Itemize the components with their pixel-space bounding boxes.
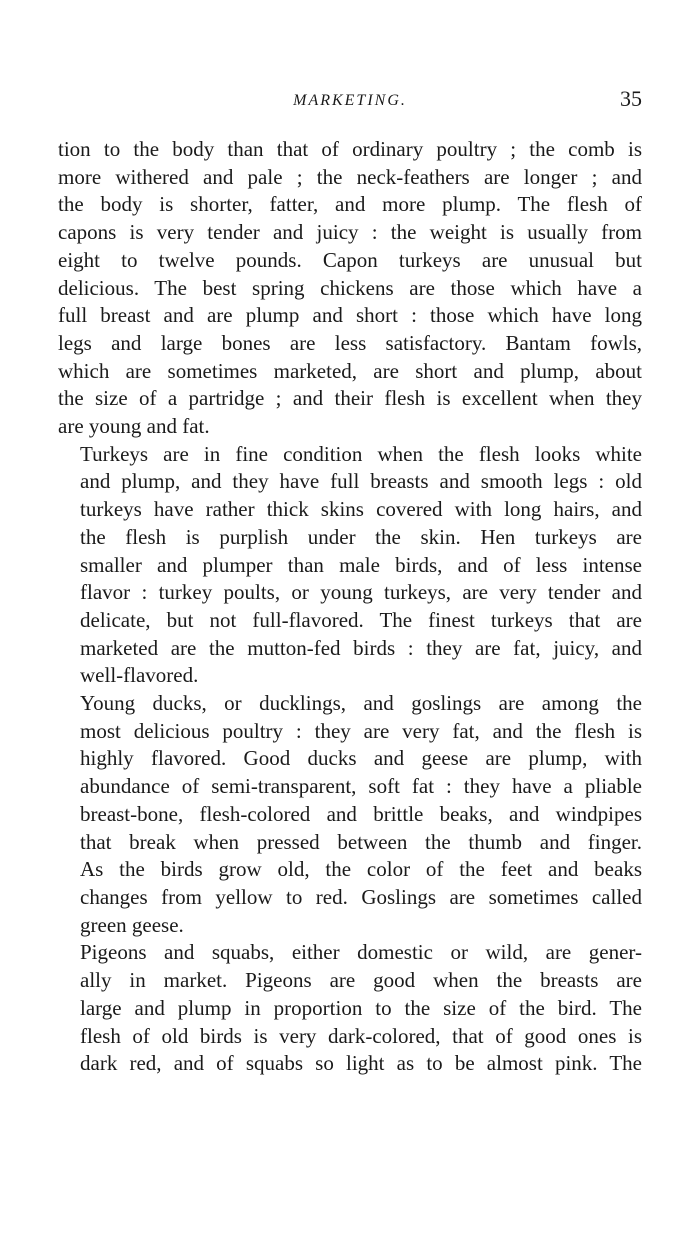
text-line: flesh of old birds is very dark-colored, that of good ones is xyxy=(80,1023,642,1048)
paragraph xyxy=(58,939,642,1078)
body-text xyxy=(58,136,642,1078)
text-line: Turkeys are in fine condition when the flesh looks white xyxy=(80,441,642,466)
text-line: changes from yellow to red. Goslings are sometimes called xyxy=(80,884,642,909)
text-line: more withered and pale ; the neck-feathers are longer ; and xyxy=(58,164,642,189)
text-line: that break when pressed between the thumb and finger. xyxy=(80,829,642,854)
text-line: flavor : turkey poults, or young turkeys, are very tender and xyxy=(80,580,642,605)
page-number: 35 xyxy=(620,86,642,111)
text-line: dark red, and of squabs so light as to be almost pink. The xyxy=(80,1051,642,1076)
text-line: As the birds grow old, the color of the feet and beaks xyxy=(80,857,642,882)
text-line: highly flavored. Good ducks and geese are plump, with xyxy=(80,746,642,771)
paragraph xyxy=(58,136,642,441)
text-line: full breast and are plump and short : those which have long xyxy=(58,303,642,328)
text-line: delicious. The best spring chickens are those which have a xyxy=(58,275,642,300)
text-line: ally in market. Pigeons are good when the breasts are xyxy=(80,968,642,993)
text-line: green geese. xyxy=(80,912,184,937)
text-line: large and plump in proportion to the size of the bird. The xyxy=(80,995,642,1020)
paragraph xyxy=(58,441,642,690)
text-line: smaller and plumper than male birds, and of less intense xyxy=(80,552,642,577)
text-line: well-flavored. xyxy=(80,663,199,688)
running-title: MARKETING. xyxy=(293,92,407,109)
running-head xyxy=(58,86,642,116)
text-line: the body is shorter, fatter, and more plump. The flesh of xyxy=(58,192,642,217)
text-line: and plump, and they have full breasts and smooth legs : old xyxy=(80,469,642,494)
text-line: marketed are the mutton-fed birds : they are fat, juicy, and xyxy=(80,635,642,660)
text-line: the size of a partridge ; and their flesh is excellent when they xyxy=(58,386,642,411)
paragraph xyxy=(58,690,642,939)
text-line: legs and large bones are less satisfactory. Bantam fowls, xyxy=(58,330,642,355)
text-line: the flesh is purplish under the skin. Hen turkeys are xyxy=(80,524,642,549)
text-line: are young and fat. xyxy=(58,414,210,439)
text-line: capons is very tender and juicy : the weight is usually from xyxy=(58,220,642,245)
text-line: eight to twelve pounds. Capon turkeys are unusual but xyxy=(58,247,642,272)
text-line: breast-bone, flesh-colored and brittle beaks, and windpipes xyxy=(80,801,642,826)
text-line: tion to the body than that of ordinary poultry ; the comb is xyxy=(58,137,642,161)
text-line: abundance of semi-transparent, soft fat : they have a pliable xyxy=(80,774,642,799)
text-line: which are sometimes marketed, are short and plump, about xyxy=(58,358,642,383)
text-line: Young ducks, or ducklings, and goslings are among the xyxy=(80,691,642,716)
text-line: delicate, but not full-flavored. The finest turkeys that are xyxy=(80,607,642,632)
text-line: Pigeons and squabs, either domestic or wild, are gener- xyxy=(80,940,642,965)
text-line: turkeys have rather thick skins covered with long hairs, and xyxy=(80,497,642,522)
text-line: most delicious poultry : they are very fat, and the flesh is xyxy=(80,718,642,743)
